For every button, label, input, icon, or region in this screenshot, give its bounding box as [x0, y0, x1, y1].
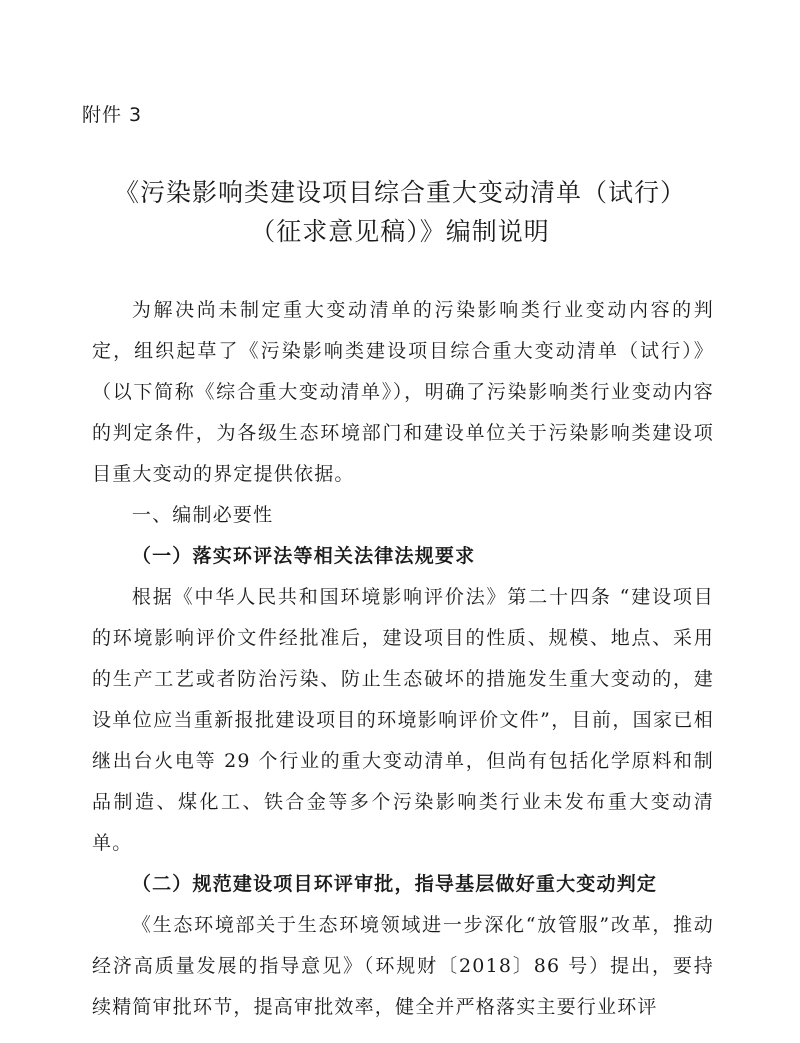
attachment-label: 附件 3	[82, 104, 143, 126]
document-title-line-2: （征求意见稿）》编制说明	[250, 217, 550, 246]
subsection-2-paragraph: 《生态环境部关于生态环境领域进一步深化“放管服”改革，推动经济高质量发展的指导意见》（环规财〔2018〕86 号）提出，要持续精简审批环节，提高审批效率，健全并严格落实主要行业环评	[92, 914, 714, 1018]
subsection-heading-1: （一）落实环评法等相关法律法规要求	[131, 545, 476, 567]
subsection-heading-2: （二）规范建设项目环评审批，指导基层做好重大变动判定	[131, 873, 658, 895]
document-body	[92, 290, 714, 1028]
subsection-1-paragraph: 根据《中华人民共和国环境影响评价法》第二十四条 “建设项目的环境影响评价文件经批准后，建设项目的性质、规模、地点、采用的生产工艺或者防治污染、防止生态破坏的措施发生重大变动的，建设单位应当重新报批建设项目的环境影响评价文件”，目前，国家已相继出台火电等 29 个行业的重大变动清单，但尚有包括化学原料和制品制造、煤化工、铁合金等多个污染影响类行业未发布重大变动清单。	[92, 586, 714, 854]
intro-paragraph: 为解决尚未制定重大变动清单的污染影响类行业变动内容的判定，组织起草了《污染影响类建设项目综合重大变动清单（试行）》（以下简称《综合重大变动清单》），明确了污染影响类行业变动内容的判定条件，为各级生态环境部门和建设单位关于污染影响类建设项目重大变动的界定提供依据。	[92, 299, 714, 485]
section-heading-necessity: 一、编制必要性	[131, 504, 274, 526]
document-title-line-1: 《污染影响类建设项目综合重大变动清单（试行）	[113, 178, 686, 207]
